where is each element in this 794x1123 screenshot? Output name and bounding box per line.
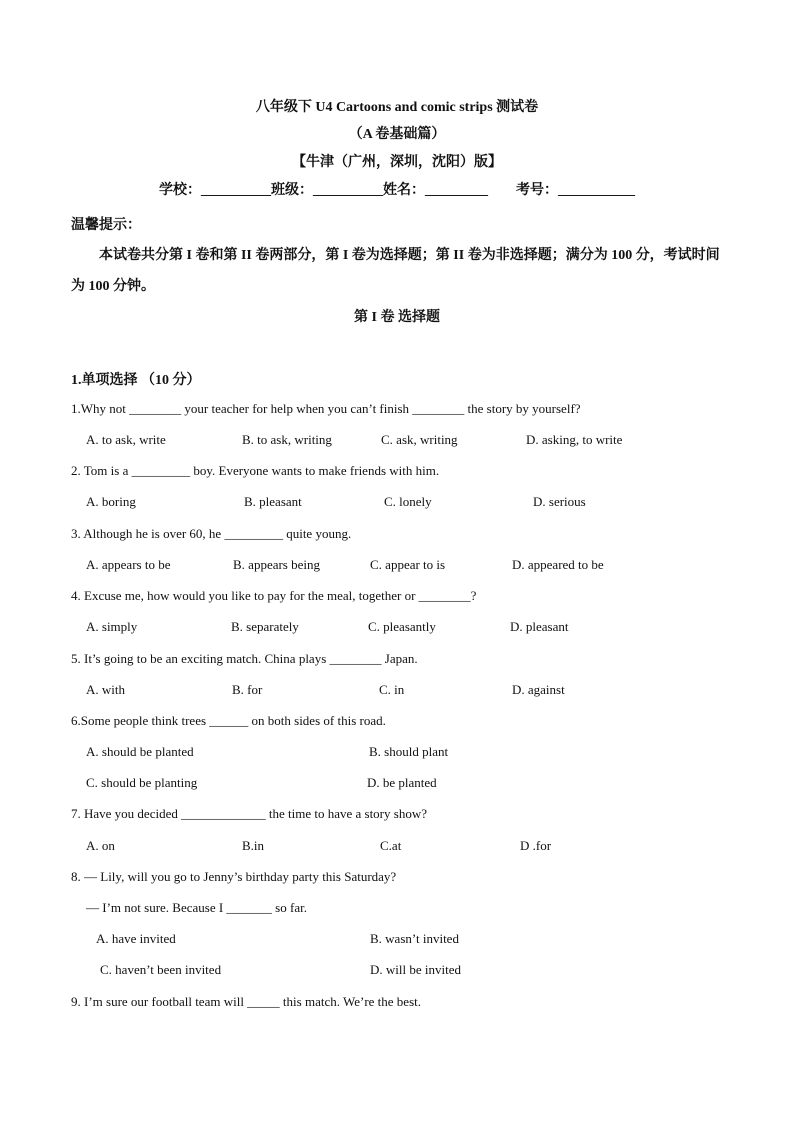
- q3-option-a: A. appears to be: [86, 557, 171, 572]
- q1-option-b: B. to ask, writing: [242, 432, 332, 447]
- exam-title: 八年级下 U4 Cartoons and comic strips 测试卷: [255, 100, 539, 115]
- q5-option-a: A. with: [86, 682, 125, 697]
- q8-option-c: C. haven’t been invited: [100, 962, 222, 977]
- q1-option-c: C. ask, writing: [381, 432, 458, 447]
- q2-option-c: C. lonely: [384, 494, 432, 509]
- q5-option-b: B. for: [232, 682, 263, 697]
- q6-option-d: D. be planted: [367, 775, 437, 790]
- question-9: 9. I’m sure our football team will _____ this match. We’re the best.: [71, 994, 421, 1009]
- q5-option-c: C. in: [379, 682, 405, 697]
- q4-option-c: C. pleasantly: [368, 619, 436, 634]
- q3-option-c: C. appear to is: [370, 557, 446, 572]
- question-7: 7. Have you decided _____________ the time to have a story show?: [71, 806, 427, 821]
- q5-option-d: D. against: [512, 682, 565, 697]
- q6-option-a: A. should be planted: [86, 744, 194, 759]
- q4-option-d: D. pleasant: [510, 619, 569, 634]
- q1-option-d: D. asking, to write: [526, 432, 623, 447]
- q3-option-d: D. appeared to be: [512, 557, 604, 572]
- q7-option-c: C.at: [380, 838, 402, 853]
- question-1: 1.Why not ________ your teacher for help when you can’t finish ________ the story by yourself?: [71, 401, 581, 416]
- question-8-reply: — I’m not sure. Because I _______ so far.: [86, 900, 307, 915]
- tips-label: 温馨提示：: [71, 218, 141, 233]
- exam-edition: 【牛津（广州，深圳，沈阳）版】: [292, 155, 502, 170]
- q7-option-a: A. on: [86, 838, 115, 853]
- q2-option-b: B. pleasant: [244, 494, 302, 509]
- student-info-line: 学校：__________班级：__________姓名：_________ 考号：___________: [159, 183, 635, 198]
- q2-option-a: A. boring: [86, 494, 136, 509]
- exam-subtitle: （A 卷基础篇）: [348, 127, 446, 142]
- question-6: 6.Some people think trees ______ on both sides of this road.: [71, 713, 386, 728]
- q7-option-b: B.in: [242, 838, 265, 853]
- q8-option-b: B. wasn’t invited: [370, 931, 459, 946]
- part-title: 1.单项选择 （10 分）: [71, 373, 201, 388]
- question-5: 5. It’s going to be an exciting match. China plays ________ Japan.: [71, 651, 418, 666]
- tips-line-1: 本试卷共分第 I 卷和第 II 卷两部分，第 I 卷为选择题；第 II 卷为非选择题；满分为 100 分，考试时间: [99, 248, 720, 263]
- tips-line-2: 为 100 分钟。: [71, 279, 155, 294]
- q8-option-a: A. have invited: [96, 931, 176, 946]
- q6-option-c: C. should be planting: [86, 775, 198, 790]
- question-8: 8. — Lily, will you go to Jenny’s birthday party this Saturday?: [71, 869, 397, 884]
- question-4: 4. Excuse me, how would you like to pay for the meal, together or ________?: [71, 588, 477, 603]
- question-3: 3. Although he is over 60, he _________ quite young.: [71, 526, 352, 541]
- section-title: 第 I 卷 选择题: [354, 310, 440, 325]
- q2-option-d: D. serious: [533, 494, 586, 509]
- q3-option-b: B. appears being: [233, 557, 321, 572]
- q4-option-a: A. simply: [86, 619, 138, 634]
- q8-option-d: D. will be invited: [370, 962, 461, 977]
- question-2: 2. Tom is a _________ boy. Everyone wants to make friends with him.: [71, 463, 440, 478]
- q1-option-a: A. to ask, write: [86, 432, 166, 447]
- q4-option-b: B. separately: [231, 619, 299, 634]
- q6-option-b: B. should plant: [369, 744, 449, 759]
- q7-option-d: D .for: [520, 838, 552, 853]
